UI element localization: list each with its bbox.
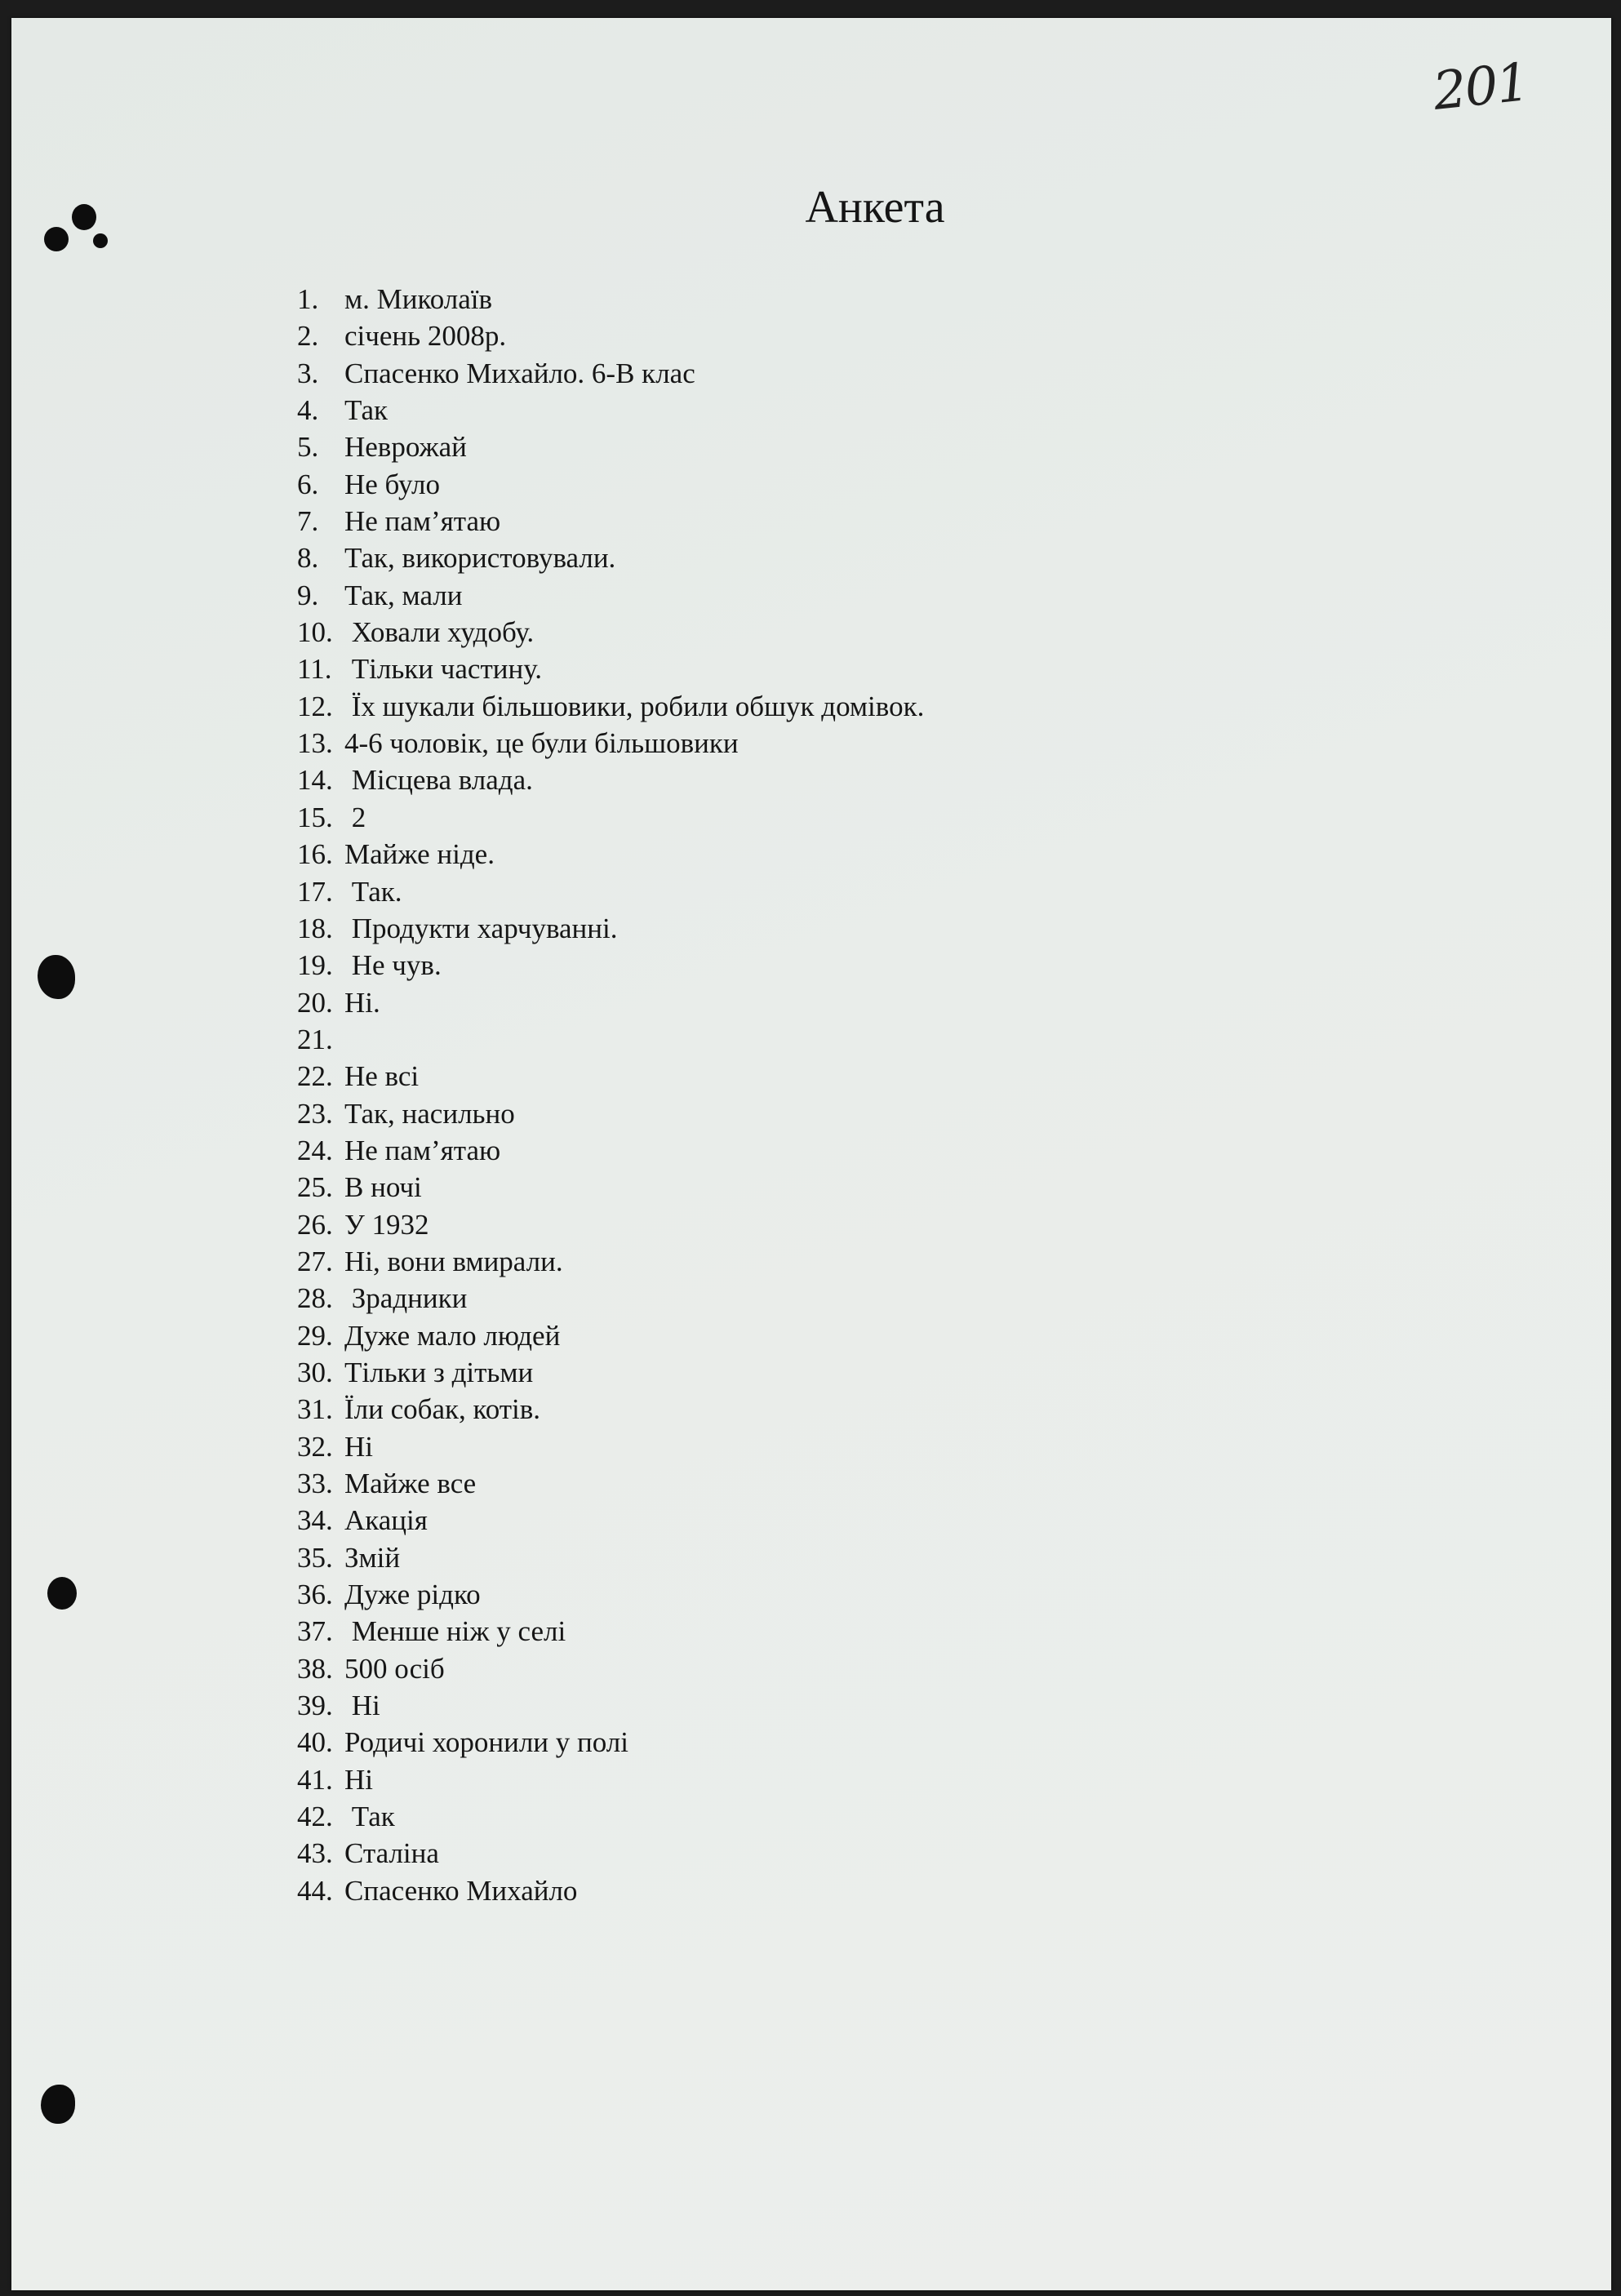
answer-item (297, 1317, 924, 1354)
answer-item (297, 1724, 924, 1761)
answer-item (297, 725, 924, 762)
answer-item (297, 1058, 924, 1095)
answer-text: Їх шукали більшовики, робили обшук домівок. (344, 690, 925, 722)
answer-item (297, 1354, 924, 1391)
answer-item (297, 947, 924, 984)
answer-item (297, 873, 924, 910)
answer-number: 30. (297, 1356, 333, 1388)
answer-item (297, 1761, 924, 1798)
answer-item (297, 1502, 924, 1539)
answer-text: Майже все (344, 1468, 477, 1499)
answer-text: м. Миколаїв (344, 283, 493, 315)
answer-number: 25. (297, 1171, 333, 1204)
answer-number: 9. (297, 579, 319, 611)
answer-item (297, 651, 924, 687)
answer-item (297, 577, 924, 614)
answer-text: Так (344, 394, 389, 427)
answer-item (297, 392, 924, 429)
answer-item (297, 1021, 924, 1058)
answer-number: 13. (297, 727, 333, 760)
answer-text: Неврожай (344, 431, 467, 464)
answer-number: 35. (297, 1541, 333, 1574)
answer-number: 23. (297, 1097, 333, 1130)
answer-text: Тільки з дітьми (344, 1356, 534, 1388)
answer-item (297, 836, 924, 873)
answer-text: Спасенко Михайло. 6-В клас (344, 357, 695, 389)
answer-number: 27. (297, 1245, 333, 1277)
answer-number: 43. (297, 1837, 333, 1870)
answer-item (297, 1835, 924, 1872)
answer-item (297, 1465, 924, 1502)
answer-text: Сталіна (344, 1837, 439, 1870)
answer-text: Так (344, 1801, 395, 1833)
answer-text: Ні (344, 1763, 373, 1796)
answer-text: В ночі (344, 1171, 422, 1204)
answer-number: 26. (297, 1208, 333, 1241)
answer-text: Не пам’ятаю (344, 505, 501, 538)
answer-number: 11. (297, 653, 332, 686)
punch-hole (47, 1577, 77, 1610)
answer-text: Родичі хоронили у полі (344, 1726, 628, 1759)
answer-item (297, 281, 924, 318)
answer-number: 29. (297, 1319, 333, 1352)
answer-number: 3. (297, 357, 319, 389)
answer-text: січень 2008р. (344, 320, 507, 353)
answer-item (297, 1243, 924, 1280)
answer-item (297, 1650, 924, 1687)
answer-item (297, 1539, 924, 1576)
answer-text: Ховали худобу. (344, 616, 535, 649)
answer-item (297, 318, 924, 354)
answer-text: Ні, вони вмирали. (344, 1245, 563, 1277)
answer-item (297, 910, 924, 947)
handwritten-page-number: 201 (1430, 52, 1531, 122)
answer-item (297, 984, 924, 1021)
answer-text: Ні (344, 1690, 380, 1722)
punch-hole (93, 233, 108, 248)
answer-number: 12. (297, 690, 333, 722)
answer-number: 16. (297, 838, 333, 871)
answer-text: Не пам’ятаю (344, 1134, 501, 1166)
answer-text: 2 (344, 801, 366, 833)
answer-text: Змій (344, 1541, 401, 1574)
answer-number: 36. (297, 1579, 333, 1611)
answer-number: 20. (297, 986, 333, 1019)
answer-item (297, 1576, 924, 1613)
answer-text: Продукти харчуванні. (344, 912, 618, 944)
answer-text: Їли собак, котів. (344, 1393, 541, 1426)
answer-item (297, 466, 924, 503)
punch-hole (38, 955, 75, 999)
answer-number: 42. (297, 1801, 333, 1833)
answer-number: 19. (297, 949, 333, 982)
answer-number: 24. (297, 1134, 333, 1166)
answer-number: 39. (297, 1690, 333, 1722)
answer-number: 31. (297, 1393, 333, 1426)
answer-text: Так, насильно (344, 1097, 515, 1130)
answer-item (297, 762, 924, 798)
answer-number: 41. (297, 1763, 333, 1796)
answer-text: Дуже мало людей (344, 1319, 561, 1352)
answer-number: 33. (297, 1468, 333, 1499)
answer-number: 6. (297, 468, 319, 500)
answer-item (297, 1391, 924, 1428)
answer-item (297, 1798, 924, 1835)
answer-text: Спасенко Михайло (344, 1874, 578, 1907)
answer-item (297, 355, 924, 392)
answer-number: 8. (297, 542, 319, 575)
punch-hole (41, 2085, 75, 2124)
answer-text: Місцева влада. (344, 764, 533, 797)
answer-number: 17. (297, 875, 333, 908)
answer-item (297, 1613, 924, 1650)
paper-sheet (11, 18, 1611, 2290)
answer-number: 10. (297, 616, 333, 649)
answer-number: 5. (297, 431, 319, 464)
answer-number: 32. (297, 1430, 333, 1463)
answer-number: 15. (297, 801, 333, 833)
answer-text: Дуже рідко (344, 1579, 481, 1611)
answer-number: 1. (297, 283, 319, 315)
answer-item (297, 429, 924, 465)
answer-number: 44. (297, 1874, 333, 1907)
answer-text: Так, мали (344, 579, 463, 611)
answer-item (297, 688, 924, 725)
answer-item (297, 1169, 924, 1206)
answer-number: 4. (297, 394, 319, 427)
answer-text: 500 осіб (344, 1652, 445, 1685)
answer-item (297, 1095, 924, 1132)
answer-text: Ні. (344, 986, 380, 1019)
answer-text: Так. (344, 875, 402, 908)
answer-text: Не всі (344, 1060, 420, 1093)
answer-text: Зрадники (344, 1282, 468, 1315)
answer-item (297, 1132, 924, 1169)
answer-number: 2. (297, 320, 319, 353)
answer-item (297, 614, 924, 651)
answer-text: Так, використовували. (344, 542, 616, 575)
answer-item (297, 503, 924, 540)
answer-number: 28. (297, 1282, 333, 1315)
answer-text: Не було (344, 468, 440, 500)
answer-item (297, 1428, 924, 1465)
answer-number: 34. (297, 1504, 333, 1537)
answer-text: Майже ніде. (344, 838, 495, 871)
answer-text: Не чув. (344, 949, 442, 982)
answer-number: 40. (297, 1726, 333, 1759)
answer-number: 18. (297, 912, 333, 944)
document-title: Анкета (805, 182, 945, 233)
answer-number: 14. (297, 764, 333, 797)
answer-item (297, 540, 924, 576)
answer-number: 22. (297, 1060, 333, 1093)
answer-list (297, 281, 924, 1909)
answer-text: Менше ніж у селі (344, 1615, 566, 1648)
answer-text: Акація (344, 1504, 428, 1537)
answer-text: У 1932 (344, 1208, 429, 1241)
answer-text: Тільки частину. (344, 653, 542, 686)
answer-item (297, 799, 924, 836)
answer-item (297, 1687, 924, 1724)
answer-number: 37. (297, 1615, 333, 1648)
answer-number: 7. (297, 505, 319, 538)
answer-text: Ні (344, 1430, 373, 1463)
answer-item (297, 1872, 924, 1909)
answer-text: 4-6 чоловік, це були більшовики (344, 727, 739, 760)
answer-number: 21. (297, 1023, 333, 1055)
answer-item (297, 1206, 924, 1243)
answer-number: 38. (297, 1652, 333, 1685)
answer-item (297, 1280, 924, 1317)
